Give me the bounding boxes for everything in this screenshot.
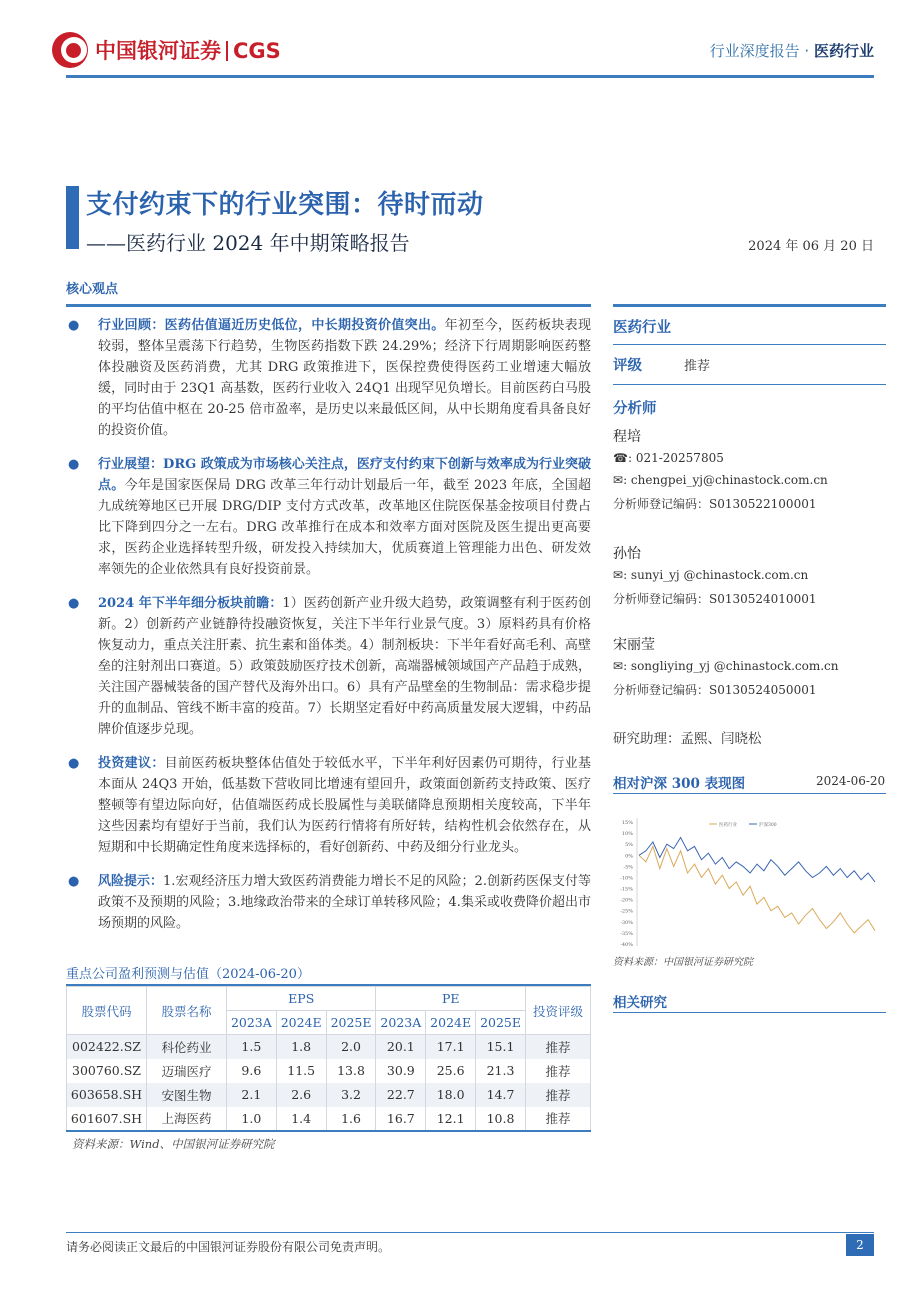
mail-icon: ✉ <box>613 659 624 673</box>
cell-code: 601607.SH <box>67 1107 147 1131</box>
bullet-head: 风险提示： <box>98 874 164 889</box>
cell-pe: 30.9 <box>376 1059 426 1083</box>
analyst-name: 孙怡 <box>613 546 641 562</box>
cell-pe: 20.1 <box>376 1035 426 1059</box>
cell-pe: 12.1 <box>426 1107 476 1131</box>
col-year: 2023A <box>227 1011 277 1035</box>
cell-pe: 18.0 <box>426 1083 476 1107</box>
analyst-reg: 分析师登记编码：S0130524010001 <box>613 592 817 606</box>
cell-pe: 17.1 <box>426 1035 476 1059</box>
rating-value: 推荐 <box>684 359 711 374</box>
cell-eps: 1.0 <box>227 1107 277 1131</box>
analyst-reg: 分析师登记编码：S0130522100001 <box>613 497 817 511</box>
page-number: 2 <box>846 1234 874 1256</box>
cell-eps: 1.8 <box>276 1035 326 1059</box>
brand-cn: 中国银河证券 <box>95 39 221 63</box>
table-source: 资料来源：Wind、中国银河证券研究院 <box>72 1137 275 1151</box>
col-year: 2024E <box>276 1011 326 1035</box>
bullet-body: 年初至今，医药板块表现较弱，整体呈震荡下行趋势，生物医药指数下跌 24.29%；经济下行周期影响医药整体投融资及医药消费，尤其 DRG 政策推进下，医保控费使得医药工业增速大幅放缓，同时由于 23Q1 高基数，医药行业收入 24Q1 出现罕见负增长。目前医药白马股的平均估值中枢在 20-25 倍市盈率，是历史以来最低区间，从中长期角度看具备良好的投资价值。 <box>98 318 591 438</box>
cell-rating: 推荐 <box>526 1107 591 1131</box>
bullet-dot-icon: ● <box>68 874 80 889</box>
analyst-email[interactable]: ✉: sunyi_yj @chinastock.com.cn <box>613 568 809 582</box>
cell-eps: 13.8 <box>326 1059 376 1083</box>
cell-eps: 1.6 <box>326 1107 376 1131</box>
sidebar-divider <box>613 793 886 794</box>
page-subtitle: ——医药行业 2024 年中期策略报告 <box>86 231 410 255</box>
table-row <box>67 1035 591 1059</box>
core-views-label: 核心观点 <box>66 282 119 297</box>
series-line-pharma <box>639 846 875 933</box>
chart-date: 2024-06-20 <box>816 774 886 788</box>
y-tick-label: -15% <box>620 886 633 893</box>
bullet-body: 今年是国家医保局 DRG 改革三年行动计划最后一年，截至 2023 年底，全国超九成统筹地区已开展 DRG/DIP 支付方式改革，改革地区住院医保基金按项目付费占比下降到四分之一左右。DRG 改革推行在成本和效率方面对医院及医生提出更高要求，医药企业选择转型升级，研发投入持续加大，优质赛道上管理能力出色、研发效率领先的企业依然具有良好投资前景。 <box>98 478 591 577</box>
sidebar-divider <box>613 384 886 385</box>
mail-icon: ✉ <box>613 568 624 582</box>
analyst-name: 宋丽莹 <box>613 637 655 653</box>
col-year: 2025E <box>476 1011 526 1035</box>
title-accent-bar <box>66 186 79 249</box>
table-caption: 重点公司盈利预测与估值（2024-06-20） <box>66 967 310 982</box>
chart-title: 相对沪深 300 表现图 <box>613 776 746 792</box>
y-tick-label: 5% <box>625 842 633 849</box>
cell-rating: 推荐 <box>526 1059 591 1083</box>
related-research: 相关研究 <box>613 995 667 1011</box>
cell-name: 科伦药业 <box>147 1035 227 1059</box>
sidebar-divider <box>613 344 886 345</box>
research-assistants: 研究助理：孟熙、闫晓松 <box>613 731 762 747</box>
cell-eps: 9.6 <box>227 1059 277 1083</box>
col-year: 2025E <box>326 1011 376 1035</box>
email-address[interactable]: songliying_yj @chinastock.com.cn <box>630 659 839 673</box>
report-type: 行业深度报告 <box>709 42 800 60</box>
page-title: 支付约束下的行业突围：待时而动 <box>86 190 484 220</box>
header-separator: · <box>804 42 810 60</box>
cell-rating: 推荐 <box>526 1035 591 1059</box>
bullet-body: 1.宏观经济压力增大致医药消费能力增长不足的风险；2.创新药医保支付等政策不及预期的风险；3.地缘政治带来的全球订单转移风险；4.集采或收费降价超出市场预期的风险。 <box>98 874 591 931</box>
y-axis-ticks <box>620 820 633 948</box>
bullet-head: 行业展望：DRG 政策成为市场核心关注点，医疗支付约束下创新与效率成为行业突破点。 <box>98 457 591 493</box>
phone-icon: ☎ <box>613 451 628 465</box>
y-tick-label: -10% <box>620 875 633 882</box>
rating-label: 评级 <box>613 357 642 374</box>
y-tick-label: -25% <box>620 908 633 915</box>
analyst-email[interactable]: ✉: songliying_yj @chinastock.com.cn <box>613 659 839 673</box>
cell-pe: 25.6 <box>426 1059 476 1083</box>
cell-eps: 3.2 <box>326 1083 376 1107</box>
analyst-phone: ☎: 021-20257805 <box>613 451 724 465</box>
footer-disclaimer: 请务必阅读正文最后的中国银河证券股份有限公司免责声明。 <box>66 1240 391 1254</box>
col-year: 2024E <box>426 1011 476 1035</box>
analyst-label: 分析师 <box>613 400 657 417</box>
bullet-head: 行业回顾：医药估值逼近历史低位，中长期投资价值突出。 <box>98 318 445 333</box>
cell-code: 603658.SH <box>67 1083 147 1107</box>
cell-pe: 10.8 <box>476 1107 526 1131</box>
sidebar-divider <box>613 1012 886 1013</box>
col-year: 2023A <box>376 1011 426 1035</box>
footer-divider <box>66 1232 874 1233</box>
cell-pe: 15.1 <box>476 1035 526 1059</box>
mail-icon: ✉ <box>613 473 624 487</box>
core-bullets <box>66 315 591 948</box>
cell-pe: 22.7 <box>376 1083 426 1107</box>
report-date: 2024 年 06 月 20 日 <box>748 239 874 254</box>
cell-pe: 21.3 <box>476 1059 526 1083</box>
series-line-csi300 <box>639 838 875 882</box>
cell-eps: 2.1 <box>227 1083 277 1107</box>
analyst-name: 程培 <box>613 429 641 445</box>
header-divider <box>66 75 874 78</box>
cell-rating: 推荐 <box>526 1083 591 1107</box>
logo-mark-icon <box>52 32 88 68</box>
email-address[interactable]: chengpei_yj@chinastock.com.cn <box>630 473 828 487</box>
analyst-reg: 分析师登记编码：S0130524050001 <box>613 683 817 697</box>
cell-eps: 2.6 <box>276 1083 326 1107</box>
bullet-dot-icon: ● <box>68 318 80 333</box>
col-name: 股票名称 <box>147 987 227 1035</box>
brand-logo <box>52 32 281 68</box>
header-sector: 医药行业 <box>813 42 874 60</box>
cell-eps: 1.4 <box>276 1107 326 1131</box>
cell-pe: 16.7 <box>376 1107 426 1131</box>
report-category <box>710 40 874 61</box>
cell-eps: 11.5 <box>276 1059 326 1083</box>
y-tick-label: 10% <box>621 831 633 838</box>
brand-name <box>95 35 281 65</box>
y-tick-label: -5% <box>623 864 633 871</box>
col-pe: PE <box>376 987 526 1011</box>
relative-performance-chart <box>613 812 886 952</box>
bullet-head: 投资建议： <box>98 756 165 771</box>
table-row <box>67 1059 591 1083</box>
chart-source: 资料来源：中国银河证券研究院 <box>613 957 753 968</box>
col-code: 股票代码 <box>67 987 147 1035</box>
col-rating: 投资评级 <box>526 987 591 1035</box>
bullet-advice <box>66 753 591 858</box>
bullet-dot-icon: ● <box>68 596 80 611</box>
phone-number: 021-20257805 <box>635 451 724 465</box>
legend-label: 沪深300 <box>759 823 777 828</box>
bullet-review <box>66 315 591 441</box>
brand-divider <box>226 41 228 61</box>
brand-en: CGS <box>233 39 281 63</box>
table-row <box>67 1107 591 1131</box>
y-tick-label: -35% <box>620 930 633 937</box>
col-eps: EPS <box>227 987 376 1011</box>
email-address[interactable]: sunyi_yj @chinastock.com.cn <box>630 568 809 582</box>
cell-name: 上海医药 <box>147 1107 227 1131</box>
cell-name: 迈瑞医疗 <box>147 1059 227 1083</box>
bullet-body: 目前医药板块整体估值处于较低水平，下半年利好因素仍可期待，行业基本面从 24Q3 开始，低基数下营收同比增速有望回升，政策面创新药支持政策、医疗整顿等有望边际向好，估值端医药成长股属性与美联储降息预期相关度较高，下半年这些因素均有望好于当前，我们认为医药行情将有所好转，结构性机会依然存在，从短期和中长期确定性角度来选择标的，看好创新药、中药及细分行业龙头。 <box>98 756 591 855</box>
cell-code: 300760.SZ <box>67 1059 147 1083</box>
y-tick-label: -40% <box>620 942 633 948</box>
core-divider <box>66 304 591 307</box>
chart-legend <box>709 821 777 828</box>
y-tick-label: -20% <box>620 897 633 904</box>
legend-label: 医药行业 <box>719 823 737 828</box>
bullet-head: 2024 年下半年细分板块前瞻： <box>98 596 283 611</box>
bullet-risk <box>66 871 591 934</box>
bullet-outlook <box>66 454 591 580</box>
y-tick-label: 0% <box>625 853 633 860</box>
bullet-dot-icon: ● <box>68 457 80 472</box>
analyst-email[interactable]: ✉: chengpei_yj@chinastock.com.cn <box>613 473 828 487</box>
table-row <box>67 1083 591 1107</box>
cell-pe: 14.7 <box>476 1083 526 1107</box>
valuation-table <box>66 986 591 1132</box>
cell-code: 002422.SZ <box>67 1035 147 1059</box>
bullet-segments <box>66 593 591 740</box>
cell-eps: 1.5 <box>227 1035 277 1059</box>
sidebar-top-rule <box>613 304 886 307</box>
bullet-dot-icon: ● <box>68 756 80 771</box>
y-tick-label: -30% <box>620 919 633 926</box>
sidebar-industry: 医药行业 <box>613 319 671 336</box>
y-tick-label: 15% <box>621 820 633 826</box>
cell-eps: 2.0 <box>326 1035 376 1059</box>
cell-name: 安图生物 <box>147 1083 227 1107</box>
bullet-body: 1）医药创新产业升级大趋势，政策调整有利于医药创新。2）创新药产业链静待投融资恢复，关注下半年行业景气度。3）原料药具有价格恢复动力，重点关注肝素、抗生素和甾体类。4）制剂板块：下半年看好高毛利、高壁垒的注射剂出口赛道。5）政策鼓励医疗技术创新，高端器械领域国产产品趋于成熟，关注国产器械装备的国产替代及海外出口。6）具有产品壁垒的生物制品：需求稳步提升的血制品、管线不断丰富的疫苗。7）长期坚定看好中药高质量发展大逻辑，中药品牌价值逐步兑现。 <box>98 596 591 737</box>
